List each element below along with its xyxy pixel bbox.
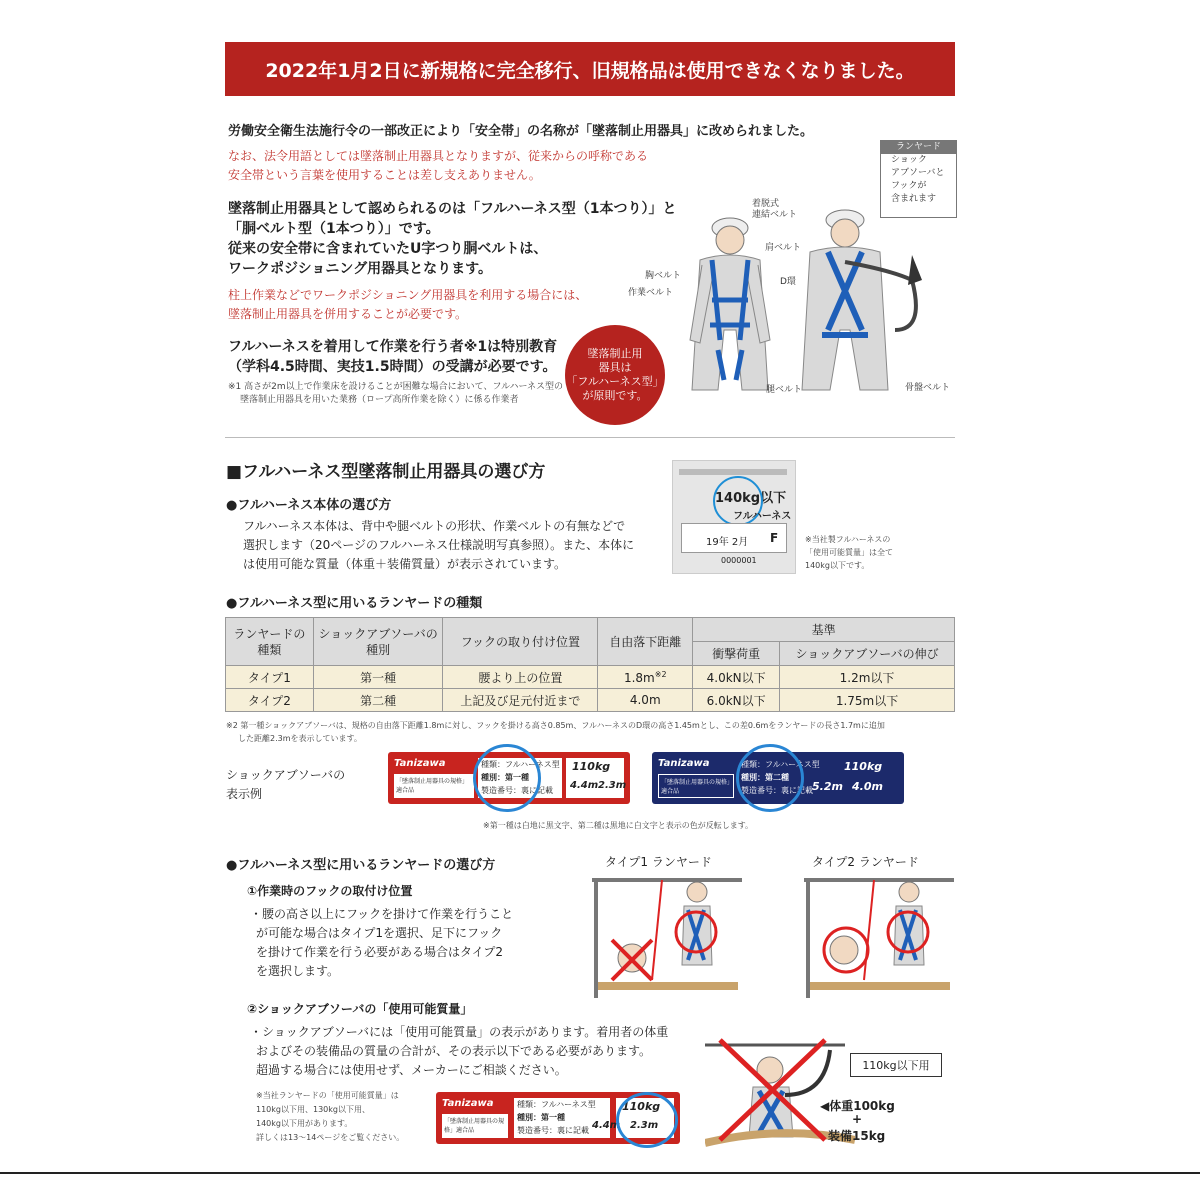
shock-label-type1: [388, 752, 630, 804]
cell-shock: 第一種: [313, 666, 443, 689]
label-photo-code: F: [770, 531, 779, 545]
shock-label-bottom: [436, 1092, 680, 1144]
label-photo-weight: 140kg以下: [715, 491, 787, 506]
cell-fall-value: 4.0m: [629, 693, 661, 707]
equip-weight-text: 装備15kg: [828, 1129, 886, 1143]
label-chest-belt: 胸ベルト: [645, 271, 682, 281]
label-stretch: 2.3m: [598, 780, 627, 791]
brand-logo: Tanizawa: [442, 1098, 494, 1109]
bottom-note-1: ※当社ランヤードの「使用可能質量」は: [256, 1091, 399, 1100]
intro-note-1: ※1 高さが2m以上で作業床を設けることが困難な場合において、フルハーネス型の: [228, 382, 564, 392]
lanyard-select-q3: 超過する場合には使用せず、メーカーにご相談ください。: [256, 1063, 567, 1077]
label-name: 種類：フルハーネス型: [481, 760, 560, 769]
label-weight: 110kg: [844, 760, 883, 773]
th-standard: 基準: [693, 618, 955, 642]
cell-stretch: 1.75m以下: [780, 689, 955, 712]
cell-type: タイプ1: [226, 666, 314, 689]
cell-shock: 第二種: [313, 689, 443, 712]
cell-type: タイプ2: [226, 689, 314, 712]
label-name: 種類：フルハーネス型: [741, 760, 820, 769]
type2-label: タイプ2 ランヤード: [812, 855, 919, 869]
shock-label-type2: [652, 752, 904, 804]
body-select-p3: は使用可能な質量（体重＋装備質量）が表示されています。: [243, 557, 567, 571]
cell-fall-sup: ※2: [654, 669, 667, 679]
label-photo-date-box: [681, 523, 787, 553]
label-kind: 種別：第一種: [517, 1113, 565, 1122]
label-kind: 種別：第一種: [481, 773, 529, 782]
lanyard-callout: [880, 140, 957, 218]
body-weight-text: ◀体重100kg: [820, 1099, 895, 1113]
intro-bold-4: ワークポジショニング用器具となります。: [228, 261, 492, 277]
intro-note-2: 墜落制止用器具を用いた業務（ロープ高所作業を除く）に係る作業者: [240, 395, 519, 405]
label-thigh-belt: 腿ベルト: [766, 385, 803, 395]
intro-red-2: 安全帯という言葉を使用することは差し支えありません。: [228, 168, 541, 182]
label-color-note: ※第一種は白地に黒文字、第二種は黒地に白文字と表示の色が反転します。: [483, 821, 754, 830]
intro-edu-1: フルハーネスを着用して作業を行う者※1は特別教育: [228, 339, 558, 355]
intro-red-1: なお、法令用語としては墜落制止用器具となりますが、従来からの呼称である: [228, 149, 649, 163]
weight-limit-text: 110kg以下用: [862, 1059, 930, 1072]
display-example-1: ショックアブソーバの: [226, 768, 346, 782]
label-seat-belt: 骨盤ベルト: [905, 383, 951, 393]
label-fall: 5.2m: [812, 780, 843, 793]
badge-line-1: 墜落制止用: [587, 347, 643, 360]
highlight-circle: [736, 744, 804, 812]
label-kind: 種別：第二種: [741, 773, 789, 782]
label-std-box: 「墜落制止用器具の規格」適合品: [658, 774, 734, 798]
th-free-fall: 自由落下距離: [598, 618, 693, 666]
intro-bold-2: 「胴ベルト型（1本つり）」です。: [228, 221, 440, 237]
cell-fall-value: 1.8m: [623, 670, 655, 685]
bottom-note-3: 140kg以下用があります。: [256, 1119, 353, 1128]
label-std-box: 「墜落制止用器具の規格」適合品: [442, 1114, 508, 1138]
cell-impact: 6.0kN以下: [693, 689, 780, 712]
label-d-ring: D環: [780, 277, 796, 287]
badge-line-4: が原則です。: [582, 389, 648, 402]
intro-line-1: 労働安全衛生法施行令の一部改正により「安全帯」の名称が「墜落制止用器具」に改められました。: [228, 124, 814, 139]
th-lanyard-type: ランヤードの 種類: [226, 618, 314, 666]
intro-red-4: 墜落制止用器具を併用することが必要です。: [228, 307, 468, 321]
label-note-3: 140kg以下です。: [805, 561, 870, 570]
body-select-p2: 選択します（20ページのフルハーネス仕様説明写真参照）。また、本体に: [243, 538, 635, 552]
label-detach-1: 着脱式: [752, 199, 780, 209]
label-std-box: 「墜落制止用器具の規格」適合品: [394, 774, 474, 798]
lanyard-types-title: ●フルハーネス型に用いるランヤードの種類: [226, 596, 483, 611]
back-worker-figure: [802, 210, 922, 390]
weight-limit-callout: [850, 1053, 942, 1077]
th-impact-load: 衝撃荷重: [693, 642, 780, 666]
bottom-note-2: 110kg以下用、130kg以下用、: [256, 1105, 370, 1114]
note2-line-1: ※2 第一種ショックアブソーバは、規格の自由落下距離1.8mに対し、フックを掛ける高さ0.85m、フルハーネスのD環の高さ1.45mとし、この差0.6mをランヤードの長さ1.7mに追加: [226, 721, 885, 730]
lanyard-callout-desc-2: アブソーバと: [891, 168, 945, 178]
lanyard-table: [225, 617, 955, 712]
type1-label: タイプ1 ランヤード: [605, 855, 712, 869]
cell-hook: 上記及び足元付近まで: [443, 689, 598, 712]
top-banner: [225, 42, 955, 96]
harness-label-photo: [672, 460, 796, 574]
cell-impact: 4.0kN以下: [693, 666, 780, 689]
table-row: [226, 666, 955, 689]
label-mfg: 製造番号：裏に記載: [741, 786, 813, 795]
label-photo-serial: 0000001: [721, 556, 757, 565]
label-weight: 110kg: [622, 1100, 661, 1113]
lanyard-select-p3: を掛けて作業を行う必要がある場合はタイプ2: [256, 945, 504, 959]
label-photo-date: 19年 2月: [706, 537, 749, 548]
intro-bold-1: 墜落制止用器具として認められるのは「フルハーネス型（1本つり）」と: [228, 201, 677, 217]
lanyard-select-p2: が可能な場合はタイプ1を選択、足下にフック: [256, 926, 503, 940]
label-spec-box: [812, 758, 898, 798]
highlight-circle: [473, 744, 541, 812]
cell-fall: [598, 689, 693, 712]
table-row: [226, 689, 955, 712]
label-work-belt: 作業ベルト: [628, 288, 674, 298]
lanyard-callout-title: ランヤード: [881, 141, 956, 154]
label-fall: 4.4m: [570, 780, 599, 791]
brand-logo: Tanizawa: [658, 758, 710, 769]
lanyard-callout-desc-4: 含まれます: [891, 194, 937, 204]
th-stretch: ショックアブソーバの伸び: [780, 642, 955, 666]
intro-red-3: 柱上作業などでワークポジショニング用器具を利用する場合には、: [228, 288, 588, 302]
lanyard-select-title: ●フルハーネス型に用いるランヤードの選び方: [226, 858, 496, 873]
body-select-p1: フルハーネス本体は、背中や腿ベルトの形状、作業ベルトの有無などで: [243, 519, 626, 533]
intro-bold-3: 従来の安全帯に含まれていたU字つり胴ベルトは、: [228, 241, 548, 257]
lanyard-select-q2: およびその装備品の質量の合計が、その表示以下である必要があります。: [256, 1044, 652, 1058]
cell-stretch: 1.2m以下: [780, 666, 955, 689]
bottom-note-4: 詳しくは13〜14ページをご覧ください。: [256, 1133, 405, 1142]
type1-scene: [592, 878, 742, 998]
label-photo-name: フルハーネス: [733, 511, 792, 522]
label-fall: 4.4m: [592, 1120, 621, 1131]
highlight-circle: [616, 1092, 678, 1148]
lanyard-select-s2: ②ショックアブソーバの「使用可能質量」: [247, 1002, 473, 1016]
label-name: 種類：フルハーネス型: [517, 1100, 596, 1109]
cell-hook: 腰より上の位置: [443, 666, 598, 689]
label-stretch: 2.3m: [630, 1120, 659, 1131]
intro-edu-2: （学科4.5時間、実技1.5時間）の受講が必要です。: [228, 359, 557, 375]
section-title: ■フルハーネス型墜落制止用器具の選び方: [226, 462, 546, 482]
brand-logo: Tanizawa: [394, 758, 446, 769]
lanyard-callout-desc-1: ショック: [891, 155, 927, 165]
label-stretch: 4.0m: [852, 780, 883, 793]
type2-scene: [804, 878, 954, 998]
label-weight: 110kg: [572, 760, 611, 773]
section-divider: [225, 437, 955, 438]
label-note-2: 「使用可能質量」は全て: [805, 548, 893, 557]
label-info-box: [514, 1098, 610, 1138]
label-note-1: ※当社製フルハーネスの: [805, 535, 891, 544]
badge-line-2: 器具は: [598, 361, 632, 374]
cell-fall: [598, 666, 693, 689]
label-detach-2: 連結ベルト: [752, 210, 798, 220]
lanyard-callout-desc-3: フックが: [891, 181, 927, 191]
body-select-title: ●フルハーネス本体の選び方: [226, 498, 392, 513]
front-worker-figure: [690, 218, 770, 390]
th-hook-position: フックの取り付け位置: [443, 618, 598, 666]
lanyard-select-q1: ・ショックアブソーバには「使用可能質量」の表示があります。着用者の体重: [250, 1025, 669, 1039]
bottom-rule: [0, 1172, 1200, 1174]
lanyard-select-p4: を選択します。: [256, 964, 340, 978]
type-comparison-illustration: [592, 870, 957, 1000]
label-spec-box: [566, 758, 627, 798]
plus-sign: +: [852, 1112, 863, 1126]
th-shock-type: ショックアブソーバの 種別: [313, 618, 443, 666]
label-photo-text-bar: [679, 469, 787, 475]
badge-line-3: 「フルハーネス型」: [566, 375, 664, 388]
label-mfg: 製造番号：裏に記載: [517, 1126, 589, 1135]
note2-line-2: した距離2.3mを表示しています。: [238, 734, 362, 743]
banner-text: 2022年1月2日に新規格に完全移行、旧規格品は使用できなくなりました。: [265, 59, 915, 82]
display-example-2: 表示例: [226, 787, 263, 801]
lanyard-select-s1: ①作業時のフックの取付け位置: [247, 884, 413, 898]
lanyard-select-p1: ・腰の高さ以上にフックを掛けて作業を行うこと: [250, 907, 514, 921]
label-mfg: 製造番号：裏に記載: [481, 786, 553, 795]
label-shoulder-belt: 肩ベルト: [765, 243, 802, 253]
